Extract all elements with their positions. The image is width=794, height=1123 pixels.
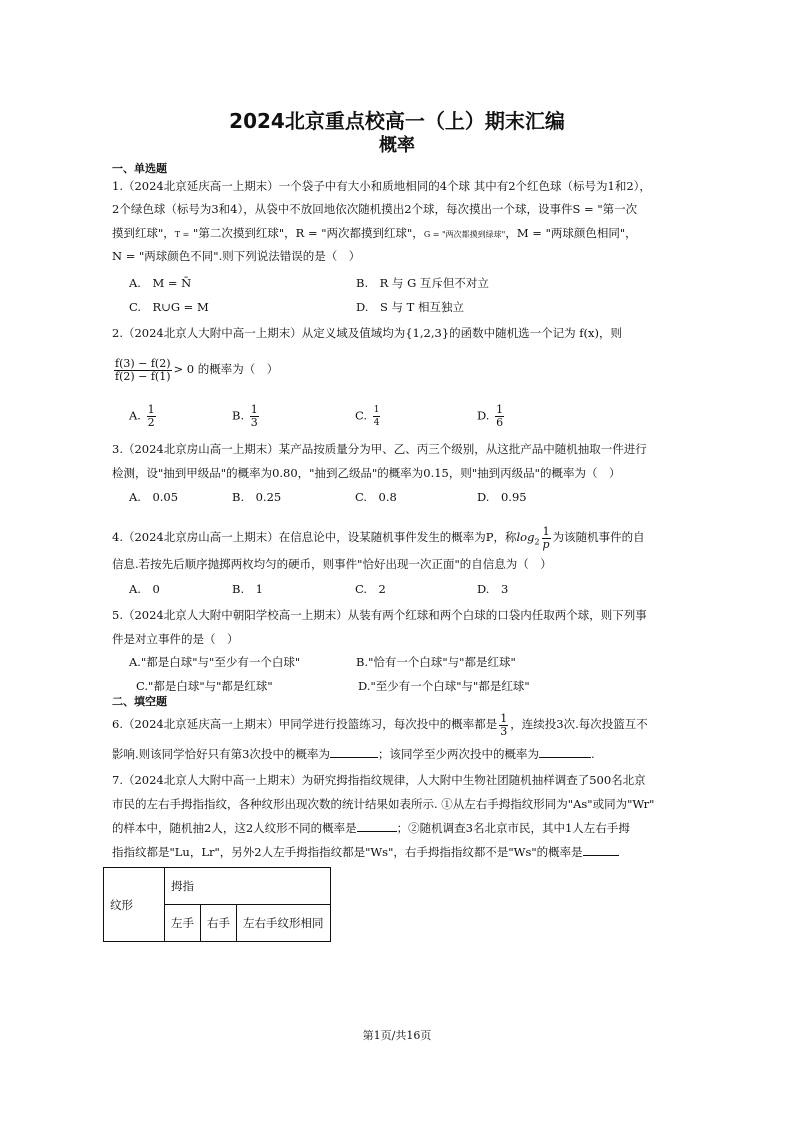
q2-option-a-value <box>147 404 156 429</box>
q6-fraction <box>499 713 508 738</box>
q1-option-c[interactable]: C. R∪G = M <box>129 300 209 314</box>
q4-line1-a: 4.（2024北京房山高一上期末）在信息论中，设某随机事件发生的概率为P，称 <box>112 530 517 544</box>
q7-line2: 市民的左右手拇指指纹，各种纹形出现次数的统计结果如表所示. ①从左右手拇指纹形同为"As"或同为"Wr" <box>112 797 655 811</box>
q7-line3-b: ；②随机调查3名北京市民，其中1人左右手拇 <box>396 821 630 835</box>
q3-option-c[interactable]: C. 0.8 <box>355 490 397 504</box>
q1-line3-a: 摸到红球"， <box>112 226 175 240</box>
q7-line3-a: 的样本中，随机抽2人，这2人纹形不同的概率是 <box>112 821 357 835</box>
q2-line2 <box>112 351 278 387</box>
table-col-same: 左右手纹形相同 <box>237 905 331 942</box>
q4-option-b[interactable]: B. 1 <box>232 582 263 596</box>
q3-option-a[interactable]: A. 0.05 <box>129 490 179 504</box>
q2-option-c-label: C. <box>355 408 368 423</box>
q4-line1 <box>112 520 645 559</box>
q4-log-base: 2 <box>534 537 540 547</box>
q2-option-c-value <box>373 404 381 429</box>
q4-den: p <box>542 537 550 551</box>
q6-line1-a: 6.（2024北京延庆高一上期末）甲同学进行投篮练习，每次投中的概率都是 <box>112 717 498 731</box>
q7-answer-blank-2[interactable] <box>583 843 619 856</box>
q1-line3-g: G = "两次都摸到绿球" <box>423 230 506 239</box>
q1-line2: 2个绿色球（标号为3和4），从袋中不放回地依次随机摸出2个球，每次摸出一个球，设事件S = "第一次 <box>112 202 638 216</box>
q2-fraction <box>114 358 172 383</box>
q2-fraction-numerator: f(3) − f(2) <box>115 356 171 370</box>
q5-line2: 件是对立事件的是（ ） <box>112 632 239 646</box>
q1-line3-t: T = <box>174 230 190 239</box>
q6-num: 1 <box>500 711 508 725</box>
q2-option-c[interactable] <box>355 404 382 429</box>
q3-option-b[interactable]: B. 0.25 <box>232 490 282 504</box>
q1-option-d[interactable]: D. S 与 T 相互独立 <box>356 300 464 314</box>
q1-line3 <box>112 224 637 244</box>
q2-c-num: 1 <box>373 405 380 415</box>
section-fill-in: 二、填空题 <box>112 695 167 708</box>
q4-fraction <box>542 526 551 551</box>
q1-line3-c: ，M = "两球颜色相同"， <box>505 226 637 240</box>
q2-option-b-value <box>250 404 259 429</box>
q2-option-a[interactable] <box>129 404 158 429</box>
q4-num: 1 <box>542 524 550 538</box>
table-col-right: 右手 <box>201 905 237 942</box>
page-footer: 第1页/共16页 <box>362 1029 432 1042</box>
document-subtitle: 概率 <box>379 135 415 156</box>
q2-d-num: 1 <box>496 403 504 416</box>
document-title: 2024北京重点校高一（上）期末汇编 <box>229 109 565 133</box>
q4-option-c[interactable]: C. 2 <box>355 582 386 596</box>
q6-answer-blank-1[interactable] <box>330 745 378 758</box>
table-group-header: 拇指 <box>165 868 331 905</box>
q4-option-d[interactable]: D. 3 <box>477 582 509 596</box>
q2-option-d-label: D. <box>477 408 490 423</box>
q4-option-a[interactable]: A. 0 <box>129 582 160 596</box>
q6-line1-b: ，连续投3次.每次投篮互不 <box>510 717 648 731</box>
q1-line4: N = "两球颜色不同".则下列说法错误的是（ ） <box>112 249 361 263</box>
q2-d-den: 6 <box>496 416 504 429</box>
q2-line2-tail: > 0 的概率为（ ） <box>173 362 279 376</box>
q4-line2: 信息.若按先后顺序抛掷两枚均匀的硬币，则事件"恰好出现一次正面"的自信息为（ ） <box>112 557 552 571</box>
q6-line2-c: . <box>590 747 595 761</box>
fingerprint-table <box>103 867 331 942</box>
q4-log: log <box>516 530 535 544</box>
q2-fraction-denominator: f(2) − f(1) <box>115 369 171 383</box>
q3-line2: 检测，设"抽到甲级品"的概率为0.80，"抽到乙级品"的概率为0.15，则"抽到丙级品"的概率为（ ） <box>112 466 621 480</box>
q6-line2 <box>112 745 595 763</box>
q1-option-b[interactable]: B. R 与 G 互斥但不对立 <box>356 276 489 290</box>
q7-line3 <box>112 819 630 837</box>
q7-line4 <box>112 843 619 861</box>
q7-answer-blank-1[interactable] <box>357 819 397 832</box>
q3-option-d[interactable]: D. 0.95 <box>477 490 527 504</box>
q5-option-d[interactable]: D."至少有一个白球"与"都是红球" <box>358 679 530 693</box>
q2-option-a-label: A. <box>129 408 141 423</box>
q4-line1-b: 为该随机事件的自 <box>552 530 645 544</box>
q2-b-den: 3 <box>250 416 258 429</box>
q5-line1: 5.（2024北京人大附中朝阳学校高一上期末）从装有两个红球和两个白球的口袋内任取两个球，则下列事 <box>112 608 647 622</box>
q2-option-b[interactable] <box>232 404 261 429</box>
q3-line1: 3.（2024北京房山高一上期末）某产品按质量分为甲、乙、丙三个级别，从这批产品中随机抽取一件进行 <box>112 442 647 456</box>
q2-a-num: 1 <box>147 403 155 416</box>
q1-option-a[interactable]: A. M = N̄ <box>129 276 192 290</box>
q2-line1: 2.（2024北京人大附中高一上期末）从定义域及值域均为{1,2,3}的函数中随机选一个记为 f(x)，则 <box>112 326 622 340</box>
q6-line2-a: 影响.则该同学恰好只有第3次投中的概率为 <box>112 747 330 761</box>
table-row-header: 纹形 <box>104 868 165 942</box>
q1-line1: 1.（2024北京延庆高一上期末）一个袋子中有大小和质地相同的4个球 其中有2个红色球（标号为1和2）， <box>112 179 651 193</box>
q7-line4-a: 指指纹都是"Lu，Lr"，另外2人左手拇指指纹都是"Ws"，右手拇指指纹都不是"Ws"的概率是 <box>112 845 583 859</box>
q2-a-den: 2 <box>147 416 155 429</box>
q5-option-c[interactable]: C."都是白球"与"都是红球" <box>136 679 273 693</box>
section-single-choice: 一、单选题 <box>112 162 167 175</box>
q2-option-d-value <box>495 404 504 429</box>
q2-c-den: 4 <box>373 418 380 428</box>
q5-option-a[interactable]: A."都是白球"与"至少有一个白球" <box>129 655 301 669</box>
q2-option-b-label: B. <box>232 408 245 423</box>
table-col-left: 左手 <box>165 905 201 942</box>
q5-option-b[interactable]: B."恰有一个白球"与"都是红球" <box>356 655 516 669</box>
q7-line1: 7.（2024北京人大附中高一上期末）为研究拇指指纹规律，人大附中生物社团随机抽样调查了500名北京 <box>112 773 646 787</box>
q6-line1 <box>112 707 648 741</box>
q1-line3-b: "第二次摸到红球"，R = "两次都摸到红球"， <box>189 226 424 240</box>
q6-line2-b: ；该同学至少两次投中的概率为 <box>377 747 539 761</box>
q6-den: 3 <box>500 724 508 738</box>
q2-b-num: 1 <box>250 403 258 416</box>
q2-option-d[interactable] <box>477 404 506 429</box>
q6-answer-blank-2[interactable] <box>539 745 591 758</box>
